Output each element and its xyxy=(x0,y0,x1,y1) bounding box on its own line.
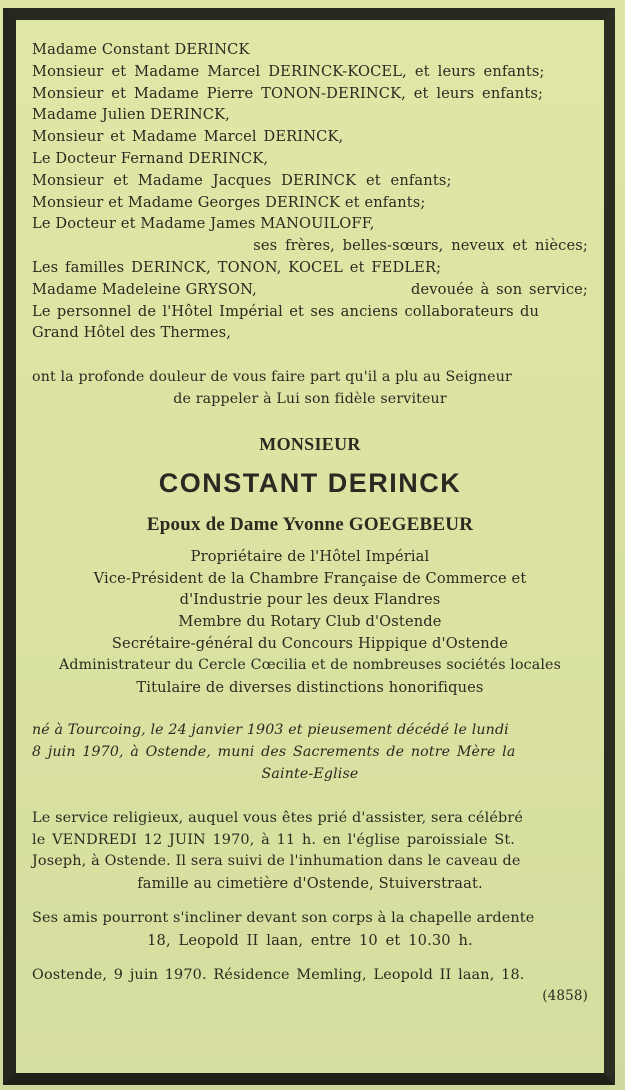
deceased-heading xyxy=(32,430,588,541)
birth-death-line: 8 juin 1970, à Ostende, muni des Sacrements de notre Mère la xyxy=(32,744,516,761)
service-line: Le service religieux, auquel vous êtes prié d'assister, sera célébré xyxy=(32,809,524,826)
announcement xyxy=(32,367,588,411)
family-line: Madame Constant DERINCK xyxy=(32,41,250,58)
birth-death-line: né à Tourcoing, le 24 janvier 1903 et pieusement décédé le lundi xyxy=(32,722,509,739)
announcement-line: ont la profonde douleur de vous faire part qu'il a plu au Seigneur xyxy=(32,369,512,386)
announcement-line: de rappeler à Lui son fidèle serviteur xyxy=(173,390,447,407)
birth-death-paragraph xyxy=(32,720,588,785)
gryson-role: devouée à son service; xyxy=(410,280,588,298)
families-line: Les familles DERINCK, TONON, KOCEL et FEDLER; xyxy=(32,258,442,276)
title-line: d'Industrie pour les deux Flandres xyxy=(179,591,441,609)
deceased-name: CONSTANT DERINCK xyxy=(158,467,462,498)
service-line: famille au cimetière d'Ostende, Stuiverstraat. xyxy=(137,875,483,893)
family-line xyxy=(32,61,588,83)
service-line: Joseph, à Ostende. Il sera suivi de l'inhumation dans le caveau de xyxy=(32,853,521,870)
title-line: Propriétaire de l'Hôtel Impérial xyxy=(190,547,430,565)
staff-line: Le personnel de l'Hôtel Impérial et ses anciens collaborateurs du xyxy=(32,302,540,320)
titles-list xyxy=(32,546,588,699)
relatives-line: ses frères, belles-sœurs, neveux et nièces; xyxy=(253,237,588,255)
viewing-line: Ses amis pourront s'incliner devant son corps à la chapelle ardente xyxy=(32,909,535,926)
obituary-notice xyxy=(32,39,588,1008)
title-line: Secrétaire-général du Concours Hippique d'Ostende xyxy=(111,634,509,652)
gryson-line xyxy=(32,279,588,301)
reference-number: (4858) xyxy=(542,988,588,1005)
spouse-line: Epoux de Dame Yvonne GOEGEBEUR xyxy=(146,513,474,535)
staff-line: Grand Hôtel des Thermes, xyxy=(32,324,232,342)
family-line xyxy=(32,83,588,105)
title-line: Administrateur du Cercle Cœcilia et de nombreuses sociétés locales xyxy=(58,656,562,673)
family-line: Monsieur et Madame Georges DERINCK et enfants; xyxy=(32,193,426,211)
family-line: Le Docteur Fernand DERINCK, xyxy=(32,149,269,167)
family-line: Monsieur et Madame Marcel DERINCK, xyxy=(32,128,344,146)
family-line: Madame Julien DERINCK, xyxy=(32,106,230,124)
honorific: MONSIEUR xyxy=(259,433,361,454)
family-line: Monsieur et Madame Jacques DERINCK et enfants; xyxy=(32,171,452,189)
service-paragraph xyxy=(32,808,588,895)
birth-death-line: Sainte-Eglise xyxy=(261,765,359,782)
viewing-paragraph xyxy=(32,908,588,952)
family-list xyxy=(32,39,588,344)
title-line: Vice-Président de la Chambre Française de Commerce et xyxy=(93,569,527,587)
dateline: Oostende, 9 juin 1970. Résidence Memling, Leopold II laan, 18. xyxy=(32,966,525,983)
service-line: le VENDREDI 12 JUIN 1970, à 11 h. en l'église paroissiale St. xyxy=(32,831,515,848)
title-line: Membre du Rotary Club d'Ostende xyxy=(178,613,442,631)
family-line-text: Monsieur et Madame Pierre TONON-DERINCK, et leurs enfants; xyxy=(32,84,544,102)
closing xyxy=(32,965,588,1009)
family-line: Le Docteur et Madame James MANOUILOFF, xyxy=(32,215,375,233)
viewing-line: 18, Leopold II laan, entre 10 et 10.30 h. xyxy=(147,931,473,949)
title-line: Titulaire de diverses distinctions honorifiques xyxy=(136,678,484,696)
gryson-name: Madame Madeleine GRYSON, xyxy=(32,280,257,298)
family-line-text: Monsieur et Madame Marcel DERINCK-KOCEL, et leurs enfants; xyxy=(32,62,545,80)
